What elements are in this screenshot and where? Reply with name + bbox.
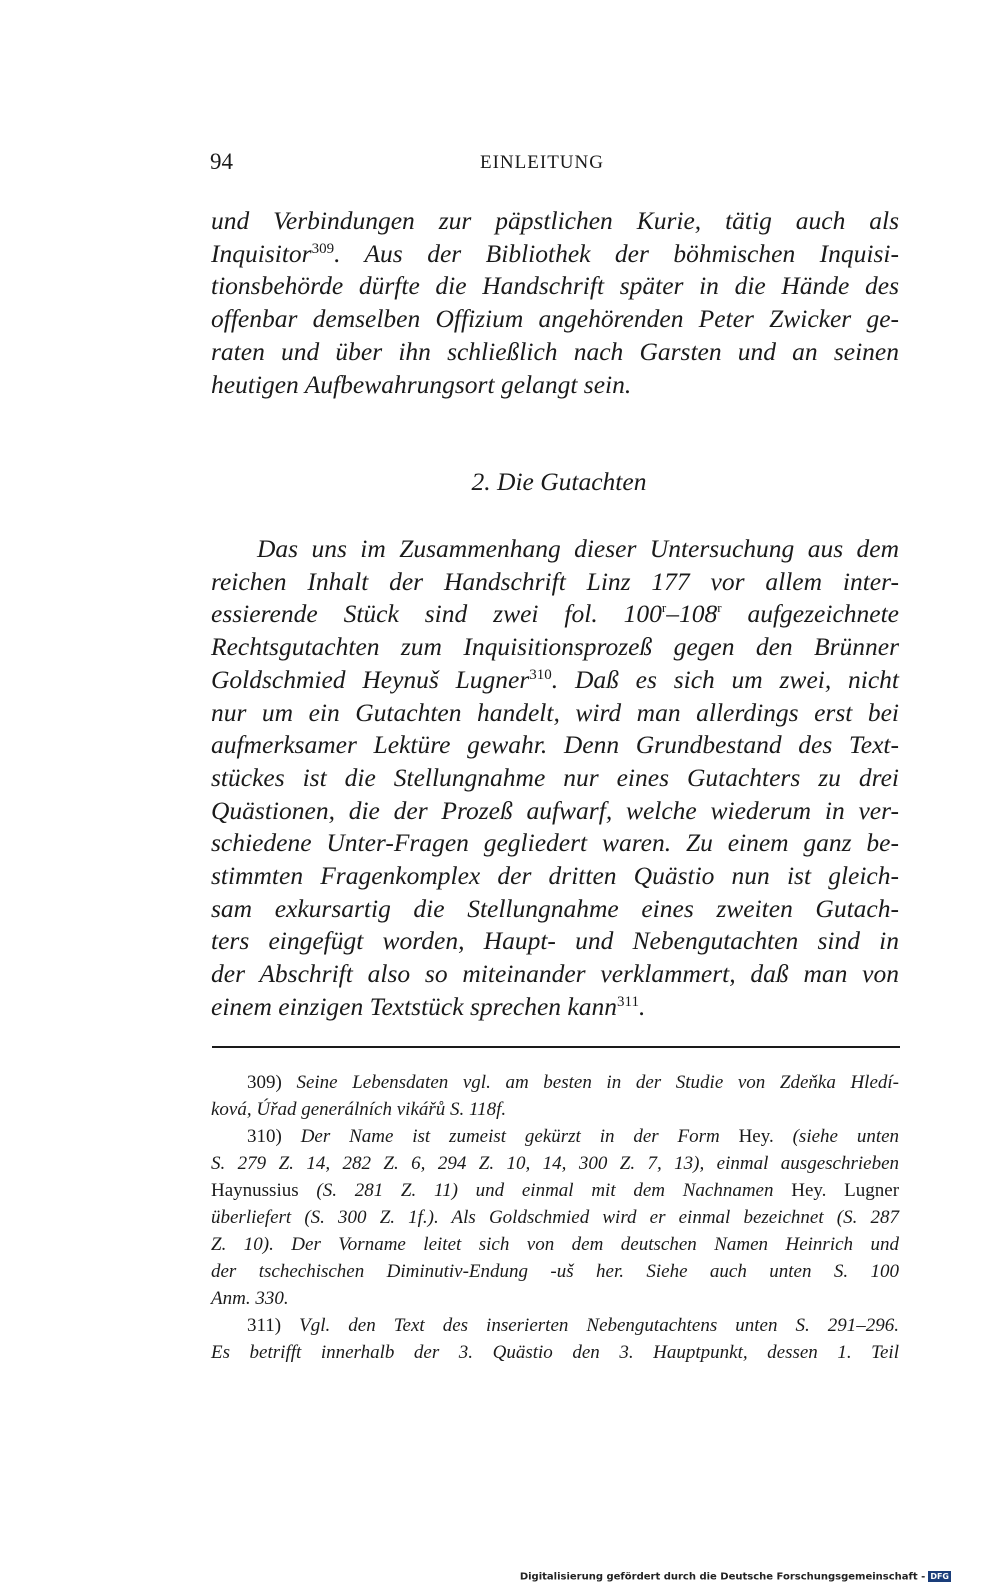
text-line: nur um ein Gutachten handelt, wird man allerdings erst bei	[211, 697, 899, 727]
text-line: der Abschrift also so miteinander verklammert, daß man von	[211, 959, 899, 989]
text-line: überliefert (S. 300 Z. 1f.). Als Goldschmied wird er einmal bezeichnet (S. 287	[211, 1207, 899, 1228]
text-line: offenbar demselben Offizium angehörenden Peter Zwicker ge-	[211, 304, 899, 334]
text-line: ters eingefügt worden, Haupt- und Nebengutachten sind in	[211, 926, 899, 956]
text-line: stückes ist die Stellungnahme nur eines Gutachters zu drei	[211, 762, 899, 792]
footnote-ref-309[interactable]: 309	[311, 240, 335, 257]
text-line: S. 279 Z. 14, 282 Z. 6, 294 Z. 10, 14, 300 Z. 7, 13), einmal ausgeschrieben	[211, 1153, 899, 1174]
text-line: raten und über ihn schließlich nach Garsten und an seinen	[211, 336, 899, 366]
intro-paragraph	[211, 205, 899, 401]
text-line: Rechtsgutachten zum Inquisitionsprozeß gegen den Brünner	[211, 632, 899, 662]
text-line: Haynussius (S. 281 Z. 11) und einmal mit dem Nachnamen Hey. Lugner	[211, 1180, 900, 1201]
text-line: Anm. 330.	[211, 1288, 289, 1309]
text-line: schiedene Unter-Fragen gegliedert waren. Zu einem ganz be-	[211, 828, 899, 858]
text-line: und Verbindungen zur päpstlichen Kurie, tätig auch als	[211, 206, 899, 235]
text-line: stimmten Fragenkomplex der dritten Quästio nun ist gleich-	[211, 861, 899, 891]
text-line: Z. 10). Der Vorname leitet sich von dem deutschen Namen Heinrich und	[211, 1234, 899, 1255]
text-line: essierende Stück sind zwei fol. 100$^r$–108$^r$ aufgezeichnete	[211, 599, 899, 629]
digitization-credit: Digitalisierung gefördert durch die Deutsche Forschungsgemeinschaft - DFG	[519, 1571, 949, 1583]
dfg-logo-icon: DFG	[930, 1572, 949, 1581]
footnote-number: 309)	[247, 1072, 282, 1093]
text-line: aufmerksamer Lektüre gewahr. Denn Grundbestand des Text-	[211, 730, 899, 760]
text-line: tionsbehörde dürfte die Handschrift später in die Hände des	[211, 271, 899, 301]
footnote-divider	[212, 1046, 900, 1048]
text-line: Es betrifft innerhalb der 3. Quästio den 3. Hauptpunkt, dessen 1. Teil	[211, 1342, 899, 1363]
text-line: Inquisitor$^{309}$. Aus der Bibliothek der böhmischen Inquisi-	[211, 238, 899, 268]
footnote-number: 310)	[247, 1126, 282, 1147]
text-line: einem einzigen Textstück sprechen kann$^{311}$.	[211, 991, 646, 1021]
footnote-310: 310) Der Name ist zumeist gekürzt in der Form Hey. (siehe unten	[247, 1126, 900, 1147]
running-head: EINLEITUNG	[480, 152, 604, 173]
footnote-ref-311[interactable]: 311	[617, 993, 639, 1010]
text-line: reichen Inhalt der Handschrift Linz 177 vor allem inter-	[211, 566, 899, 596]
footnote-number: 311)	[247, 1315, 282, 1336]
body-paragraph	[211, 533, 899, 1024]
text-line: sam exkursartig die Stellungnahme eines zweiten Gutach-	[211, 893, 899, 923]
text-line: der tschechischen Diminutiv-Endung -uš her. Siehe auch unten S. 100	[211, 1261, 899, 1282]
text-line: Das uns im Zusammenhang dieser Untersuchung aus dem	[257, 534, 899, 563]
footnote-309: 309) Seine Lebensdaten vgl. am besten in der Studie von Zdeňka Hledí-	[247, 1072, 899, 1093]
text-line: heutigen Aufbewahrungsort gelangt sein.	[211, 369, 632, 399]
footnotes	[211, 1069, 899, 1366]
text-line: Quästionen, die der Prozeß aufwarf, welche wiederum in ver-	[211, 795, 899, 825]
footnote-ref-310[interactable]: 310	[529, 666, 552, 683]
text-line: ková, Úřad generálních vikářů S. 118f.	[211, 1099, 507, 1120]
text-line: Goldschmied Heynuš Lugner$^{310}$. Daß es sich um zwei, nicht	[211, 664, 899, 694]
footnote-311: 311) Vgl. den Text des inserierten Nebengutachtens unten S. 291–296.	[247, 1315, 900, 1336]
section-title: 2. Die Gutachten	[471, 467, 647, 496]
page-number: 94	[210, 149, 233, 174]
